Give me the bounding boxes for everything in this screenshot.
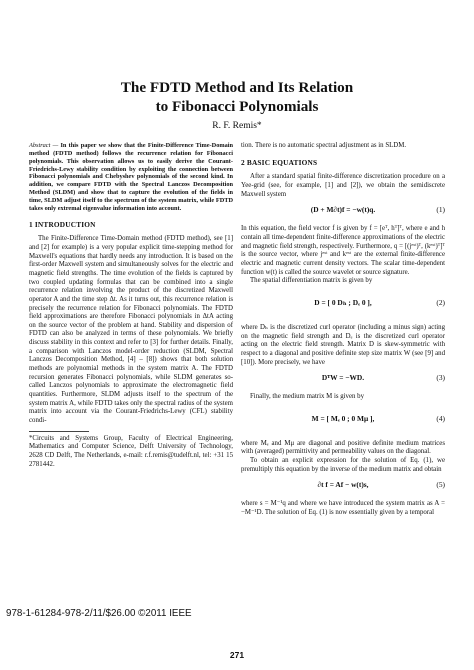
section-heading-basic-equations: 2 BASIC EQUATIONS <box>241 157 318 167</box>
intro-paragraph: The Finite-Difference Time-Domain method (FDTD method), see [1] and [2] for example) is a very popular explicit time-stepping method for Maxwell's equations that hardly needs any introduction. It is based on the first-order Maxwell system and simultaneously solves for the electric and magnetic field strengths. The time evolution of the fields is captured by two coupled updating formulas that can be combined into a single recurrence relation involving the product of the discretized Maxwell operator A and the time step Δt. As it turns out, this recurrence relation is precisely the recurrence relation for Fibonacci polynomials. The FDTD field approximations are therefore Fibonacci polynomials in ΔtA acting on the source vector of the problem at hand. Stability and dispersion of FDTD can also be analyzed in terms of these polynomials. We briefly discuss stability in this context and refer to [3] for further details. Finally, a comparison with Lanczos model-order reduction (SLDM, Spectral Lanczos Decomposition Method, [4] – [8]) shows that both solution methods are polynomial methods in the system matrix A. The FDTD recursion generates Fibonacci polynomials, while SLDM generates so-called Lanczos polynomials to approximate the electromagnetic field quantities. Furthermore, SLDM adjusts itself to the spectrum of the system matrix A, while FDTD takes only the spectral radius of the system matrix into account via the Courant-Friedrichs-Lewy (CFL) stability condi- <box>29 235 233 425</box>
equation-3 <box>241 371 445 389</box>
intro-continuation: tion. There is no automatic spectral adjustment as in SLDM. <box>241 142 407 149</box>
basic-equations-paragraph-3: The spatial differentiation matrix is given by <box>250 277 373 285</box>
copyright-line: 978-1-61284-978-2/11/$26.00 ©2011 IEEE <box>6 608 192 619</box>
footnote-text: *Circuits and Systems Group, Faculty of Electrical Engineering, Mathematics and Computer Science, Delft University of Technology, 2628 CD Delft, The Netherlands, e-mail: r.f.remis@tudelft.nl, tel: +31 15 2781442. <box>29 434 233 468</box>
basic-equations-paragraph-5: Finally, the medium matrix M is given by <box>250 393 364 401</box>
equation-4 <box>241 406 445 436</box>
equation-4-body: M = [ Mₑ 0 ; 0 Mμ ], <box>311 413 375 423</box>
right-column <box>241 142 445 518</box>
abstract <box>29 142 233 213</box>
paper-title <box>0 78 474 116</box>
page-number: 271 <box>229 650 245 660</box>
title-line-1: The FDTD Method and Its Relation <box>120 79 354 96</box>
basic-equations-paragraph-7: To obtain an explicit expression for the solution of Eq. (1), we premultiply this equation by the inverse of the medium matrix and obtain <box>241 457 445 473</box>
equation-5-number: (5) <box>436 480 445 490</box>
equation-1-body: (D + M∂t)f = −w(t)q. <box>310 205 376 215</box>
equation-5-body: ∂t f = Af − w(t)s, <box>317 480 369 490</box>
section-heading-introduction: 1 INTRODUCTION <box>29 219 96 229</box>
basic-equations-paragraph-2: In this equation, the field vector f is given by f = [eᵀ, hᵀ]ᵀ, where e and h contain all time-dependent finite-difference approximations of the electric and magnetic field strength, respectively. Furthermore, q = [(jᵉˣᵗ)ᵀ, (kᵉˣᵗ)ᵀ]ᵀ is the source vector, where jᵉˣᵗ and kᵉˣᵗ are the external finite-difference electric and magnetic current density vectors. The scalar time-dependent function w(t) is called the source wavelet or source signature. <box>241 225 445 276</box>
equation-2-body: D = [ 0 Dₕ ; Dₑ 0 ], <box>314 297 372 307</box>
basic-equations-paragraph-1: After a standard spatial finite-difference discretization procedure on a Yee-grid (see, for example, [1] and [2]), we obtain the semidiscrete Maxwell system <box>241 173 445 198</box>
basic-equations-paragraph-8: where s = M⁻¹q and where we have introduced the system matrix as A = −M⁻¹D. The solution of Eq. (1) is now essentially given by a temporal <box>241 500 445 517</box>
equation-2-number: (2) <box>436 297 445 307</box>
footnote <box>29 435 233 470</box>
title-line-2: to Fibonacci Polynomials <box>155 98 319 115</box>
basic-equations-paragraph-4: where Dₕ is the discretized curl operator (including a minus sign) acting on the magnetic field strength and Dₑ is the discretized curl operator acting on the electric field strength. Matrix D is skew-symmetric with respect to a diagonal and positive definite step size matrix W (see [9] and [10]). More precisely, we have <box>241 323 445 366</box>
equation-1-number: (1) <box>436 205 445 215</box>
equation-4-number: (4) <box>436 413 445 423</box>
equation-3-body: DᵀW = −WD. <box>321 373 365 383</box>
author-name: R. F. Remis* <box>212 121 262 131</box>
equation-3-number: (3) <box>436 373 445 383</box>
equation-2 <box>241 290 445 320</box>
equation-1 <box>241 203 445 221</box>
basic-equations-paragraph-6: where Mₑ and Mμ are diagonal and positive definite medium matrices with (averaged) permittivity and permeability values on the diagonal. <box>241 439 445 456</box>
abstract-body: In this paper we show that the Finite-Difference Time-Domain method (FDTD method) follows the recurrence relation for Fibonacci polynomials. This observation allows us to easily derive the Courant-Friedrichs-Lewy stability condition by exploiting the connection between Fibonacci polynomials and Chebyshev polynomials of the second kind. In addition, we compare FDTD with the Spectral Lanczos Decomposition Method (SLDM) and show that to capture the evolution of the fields in time, SLDM adjust itself to the spectrum of the system matrix, while FDTD takes only extremal eigenvalue information into account. <box>29 142 233 212</box>
abstract-lead: Abstract — <box>29 142 61 149</box>
left-column <box>29 142 233 469</box>
equation-5 <box>241 478 445 496</box>
